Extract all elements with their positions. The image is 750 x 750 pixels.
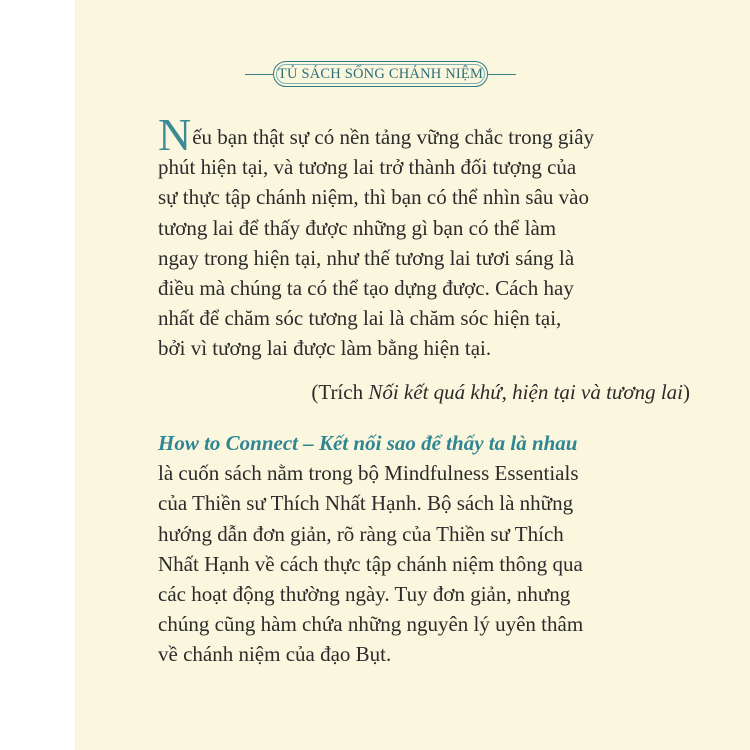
- citation-suffix: ): [683, 380, 690, 404]
- quote-line: ngay trong hiện tại, như thế tương lai tươi sáng là: [158, 245, 575, 270]
- header-rule-left: [245, 74, 273, 75]
- quote-line: sự thực tập chánh niệm, thì bạn có thể nhìn sâu vào: [158, 185, 589, 210]
- description-line: về chánh niệm của đạo Bụt.: [158, 642, 392, 667]
- description-line: hướng dẫn đơn giản, rõ ràng của Thiền sư Thích: [158, 521, 564, 546]
- description-line: chúng cũng hàm chứa những nguyên lý uyên thâm: [158, 612, 584, 637]
- book-description: [158, 428, 698, 670]
- quote-paragraph: [158, 109, 698, 364]
- book-page: [75, 0, 750, 750]
- quote-line: [158, 109, 698, 160]
- quote-line: bởi vì tương lai được làm bằng hiện tại.: [158, 336, 492, 361]
- description-line: các hoạt động thường ngày. Tuy đơn giản, nhưng: [158, 582, 571, 607]
- description-line: là cuốn sách nằm trong bộ Mindfulness Essentials: [158, 461, 579, 486]
- quote-line: điều mà chúng ta có thể tạo dựng được. Cách hay: [158, 276, 574, 301]
- series-header: [75, 60, 750, 90]
- description-line: của Thiền sư Thích Nhất Hạnh. Bộ sách là những: [158, 491, 574, 516]
- quote-first-line: ếu bạn thật sự có nền tảng vững chắc trong giây: [192, 125, 595, 149]
- book-title: How to Connect – Kết nối sao để thấy ta là nhau: [158, 431, 578, 455]
- quote-citation: [150, 377, 690, 407]
- citation-source-title: Nối kết quá khứ, hiện tại và tương lai: [368, 380, 683, 404]
- quote-line: phút hiện tại, và tương lai trở thành đối tượng của: [158, 155, 577, 180]
- quote-line: nhất để chăm sóc tương lai là chăm sóc hiện tại,: [158, 306, 562, 331]
- description-line: Nhất Hạnh về cách thực tập chánh niệm thông qua: [158, 551, 583, 576]
- series-badge: [273, 61, 488, 87]
- quote-line: tương lai để thấy được những gì bạn có thể làm: [158, 215, 557, 240]
- header-rule-right: [488, 74, 516, 75]
- series-label: TỦ SÁCH SỐNG CHÁNH NIỆM: [277, 66, 484, 82]
- citation-prefix: (Trích: [311, 380, 369, 404]
- drop-cap: N: [158, 109, 192, 160]
